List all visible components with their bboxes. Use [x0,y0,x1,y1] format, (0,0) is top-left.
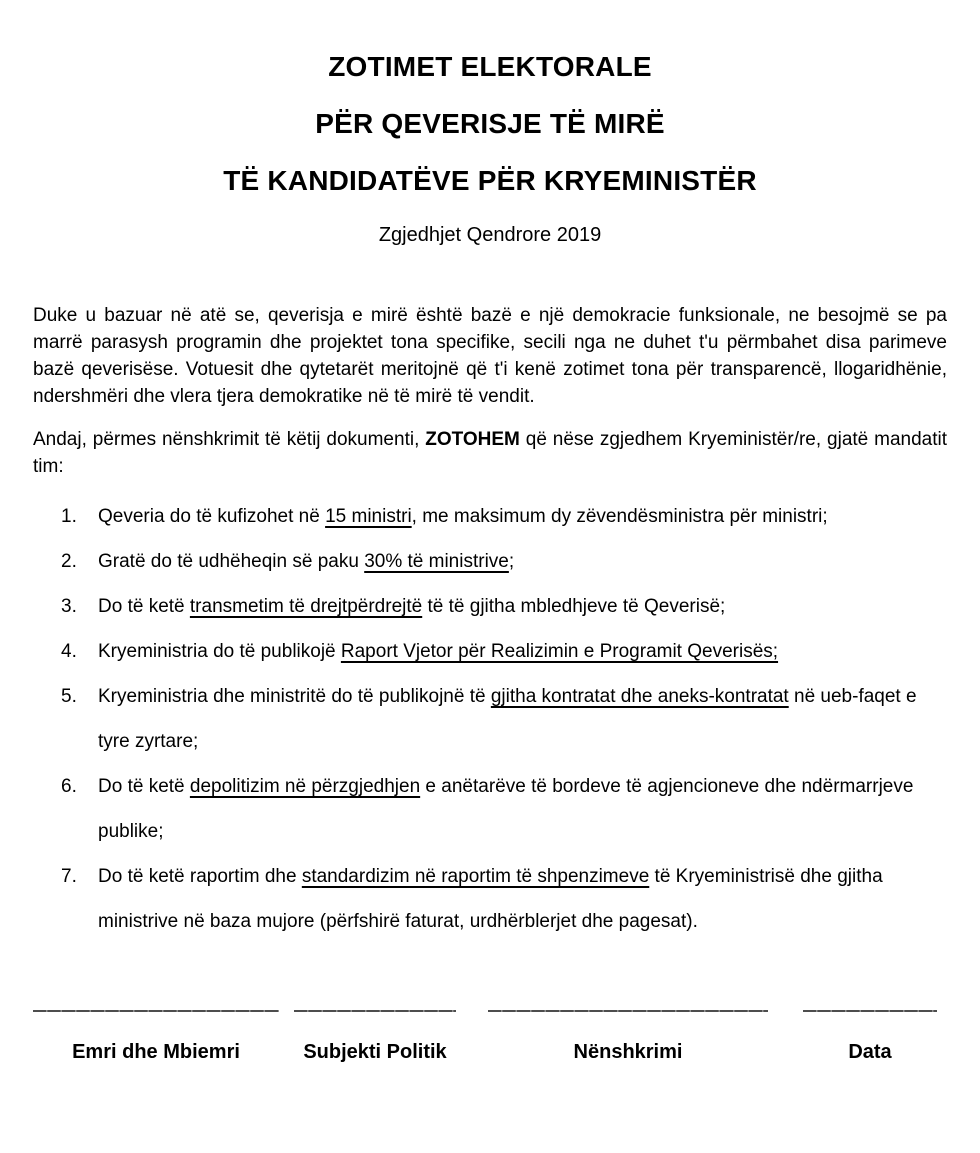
pledge-item-6 [33,764,947,854]
pledge-text-post: e anëtarëve të bordeve të agjencioneve dhe ndërmarrjeve publike; [98,776,914,842]
pledge-number-4: 4. [61,641,77,662]
pledge-list [33,494,947,944]
signature-line-signature [488,1010,768,1012]
pledge-text-pre: Do të ketë raportim dhe [98,866,302,887]
document-header [33,52,947,247]
signature-label-name: Emri dhe Mbiemri [72,1041,240,1063]
signature-line-name [33,1010,279,1012]
pledge-text-post: , me maksimum dy zëvendësministra për ministri; [411,506,828,527]
pledge-text-pre: Qeveria do të kufizohet në [98,506,326,527]
pledge-text-underlined: standardizim në raportim të shpenzimeve [301,866,650,887]
pledge-text-pre: Do të ketë [98,776,190,797]
intro-paragraph-2-post: që nëse zgjedhem Kryeministër/re, gjatë mandatit tim: [33,429,947,477]
pledge-number-5: 5. [61,686,77,707]
pledge-item-5 [33,674,947,764]
pledge-text-post: të të gjitha mbledhjeve të Qeverisë; [422,596,726,617]
pledge-keyword-bold: ZOTOHEM [425,429,520,450]
pledge-text-underlined: 30% të ministrive [364,551,509,572]
signature-line-party [294,1010,456,1012]
pledge-text-underlined: gjitha kontratat dhe aneks-kontratat [490,686,789,707]
pledge-text-pre: Kryeministria dhe ministritë do të publikojnë të [98,686,491,707]
pledge-text-post: në ueb-faqet e tyre zyrtare; [98,686,917,752]
intro-paragraph-1: Duke u bazuar në atë se, qeverisja e mirë është bazë e një demokracie funksionale, ne besojmë se pa marrë parasysh programin dhe projektet tona specifike, secili nga ne duhet t'u përmbahet disa parimeve bazë qeverisëse. Votuesit dhe qytetarët meritojnë që t'i kenë zotimet tona për transparencë, llogaridhënie, ndershmëri dhe vlera tjera demokratike në të mirë të vendit. [33,305,947,407]
document-subtitle: Zgjedhjet Qendrore 2019 [378,224,602,246]
page-title-line-1: ZOTIMET ELEKTORALE [328,51,652,82]
pledge-item-2 [33,539,947,584]
signature-label-party: Subjekti Politik [303,1041,447,1063]
pledge-text-post: të Kryeministrisë dhe gjitha ministrive në baza mujore (përfshirë faturat, urdhërblerjet dhe pagesat). [98,866,883,932]
pledge-item-7 [33,854,947,944]
pledge-text-pre: Do të ketë [98,596,190,617]
pledge-text-pre: Gratë do të udhëheqin së paku [98,551,365,572]
pledge-text-underlined: depolitizim në përzgjedhjen [189,776,421,797]
pledge-text-underlined: 15 ministri [325,506,412,527]
page-title-line-2: PËR QEVERISJE TË MIRË [315,108,665,139]
pledge-text-pre: Kryeministria do të publikojë [98,641,341,662]
pledge-item-3 [33,584,947,629]
pledge-number-3: 3. [61,596,77,617]
signature-section [33,1010,947,1140]
pledge-item-1 [33,494,947,539]
pledge-number-1: 1. [61,506,77,527]
signature-label-signature: Nënshkrimi [573,1041,683,1063]
pledge-text-post: ; [508,551,515,572]
pledge-number-6: 6. [61,776,77,797]
page-title-line-3: TË KANDIDATËVE PËR KRYEMINISTËR [223,165,757,196]
pledge-item-4 [33,629,947,674]
intro-paragraph-2-pre: Andaj, përmes nënshkrimit të këtij dokumenti, [33,429,426,450]
signature-label-date: Data [848,1041,892,1063]
intro-paragraph-2 [33,426,947,480]
pledge-number-2: 2. [61,551,77,572]
pledge-text-underlined: Raport Vjetor për Realizimin e Programit Qeverisës; [340,641,779,662]
pledge-number-7: 7. [61,866,77,887]
pledge-text-underlined: transmetim të drejtpërdrejtë [189,596,423,617]
signature-line-date [803,1010,937,1012]
